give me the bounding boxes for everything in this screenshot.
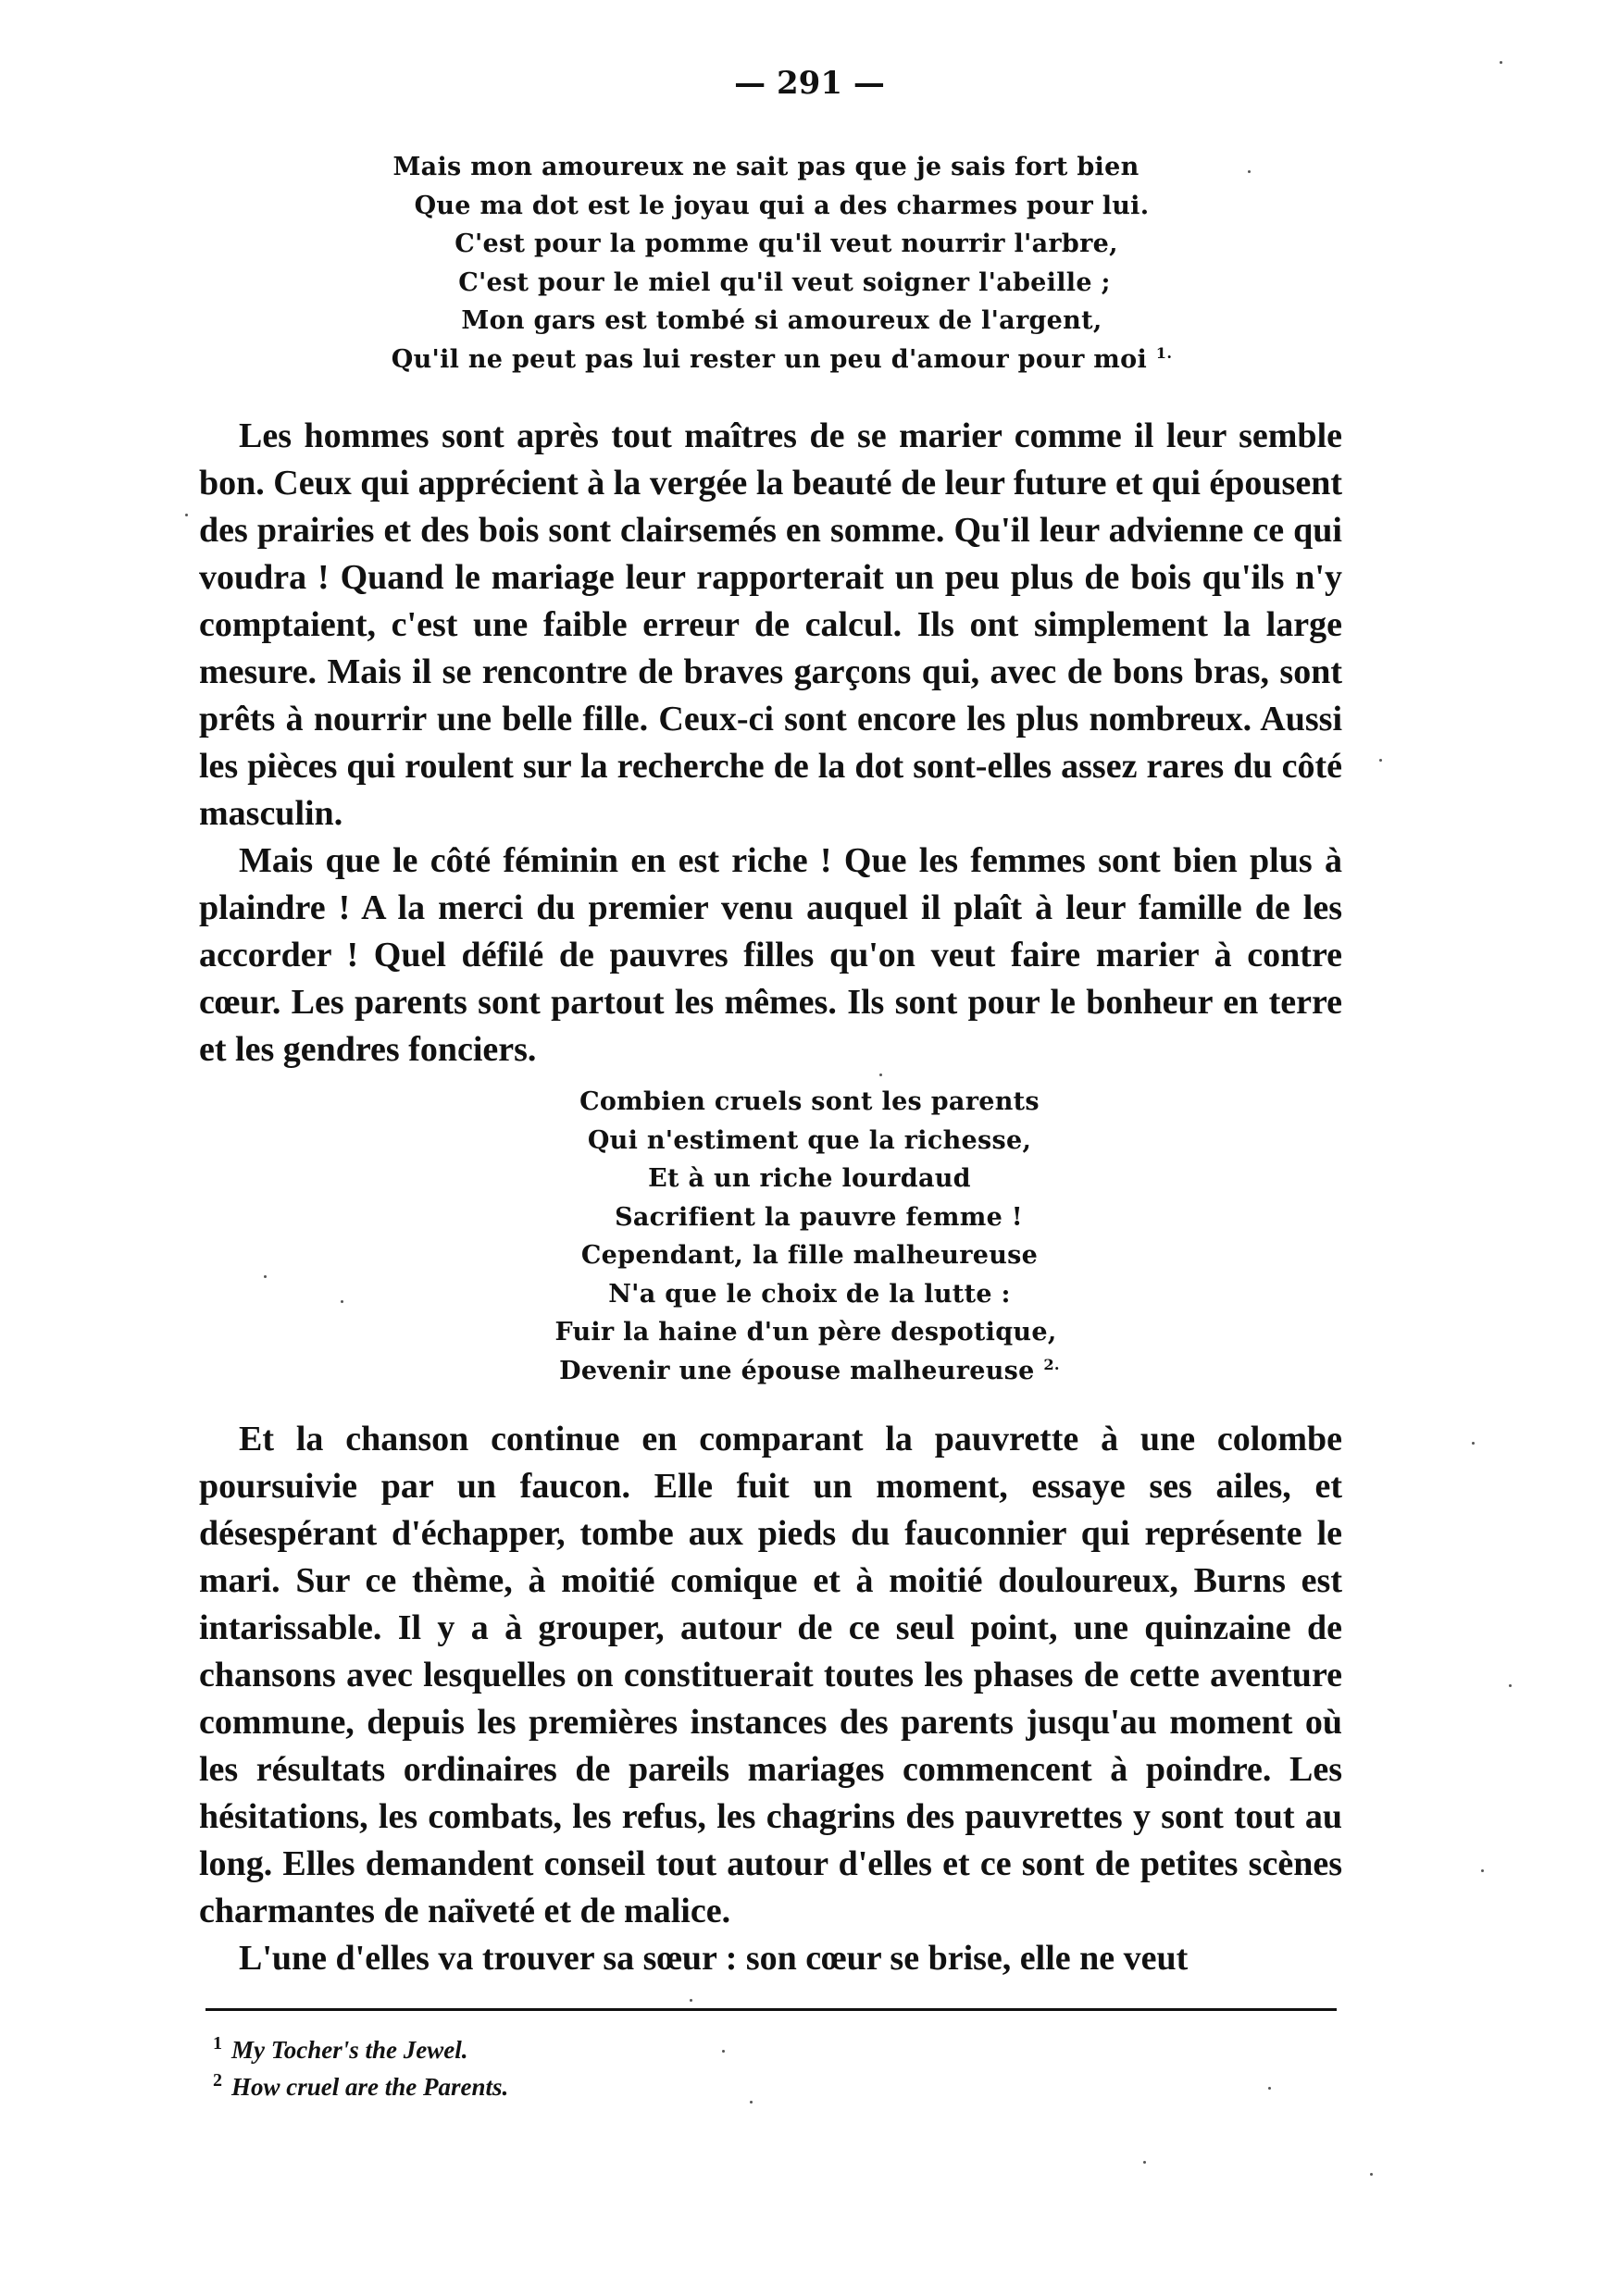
poem-line: Qui n'estiment que la richesse, bbox=[587, 1125, 1032, 1155]
poem-line: Et à un riche lourdaud bbox=[648, 1164, 971, 1193]
scan-speck bbox=[1379, 759, 1382, 762]
poem-line: N'a que le choix de la lutte : bbox=[608, 1279, 1011, 1309]
poem-stanza-1 bbox=[0, 148, 1619, 379]
poem-line-with-note bbox=[0, 341, 1591, 379]
poem-line-text: Devenir une épouse malheureuse bbox=[559, 1356, 1035, 1385]
footnote-mark: 2 bbox=[213, 2070, 222, 2091]
scan-speck bbox=[264, 1275, 267, 1278]
paragraph: Mais que le côté féminin en est riche ! Que les femmes sont bien plus à plaindre ! A la merci du premier venu auquel il plaît à leur famille de les accorder ! Quel défilé de pauvres filles qu'on veut faire marier à contre cœur. Les parents sont partout les mêmes. Ils sont pour le bonheur en terre et les gendres fonciers. bbox=[199, 841, 1342, 1069]
scan-speck bbox=[722, 2050, 725, 2053]
poem-line: C'est pour le miel qu'il veut soigner l'abeille ; bbox=[458, 267, 1111, 297]
poem-line-with-note bbox=[0, 1352, 1619, 1391]
poem-line: Que ma dot est le joyau qui a des charmes pour lui. bbox=[414, 191, 1150, 220]
footnote-text: How cruel are the Parents. bbox=[231, 2073, 509, 2101]
footnotes bbox=[213, 2031, 508, 2105]
poem-line-text: Qu'il ne peut pas lui rester un peu d'amour pour moi bbox=[391, 344, 1148, 374]
poem-line: Cependant, la fille malheureuse bbox=[580, 1241, 1039, 1270]
poem-stanza-2 bbox=[0, 1083, 1619, 1390]
footnote-text: My Tocher's the Jewel. bbox=[231, 2036, 468, 2064]
paragraph: Et la chanson continue en comparant la pauvrette à une colombe poursuivie par un faucon. Elle fuit un moment, essaye ses ailes, et désespérant d'échapper, tombe aux pieds du fauconnier qui représente le mari. Sur ce thème, à moitié comique et à moitié douloureux, Burns est intarissable. Il y a à grouper, autour de ce seul point, une quinzaine de chansons avec lesquelles on constituerait toutes les phases de cette aventure commune, depuis les premières instances des parents jusqu'au moment où les résultats ordinaires de pareils mariages commencent à poindre. Les hésitations, les combats, les refus, les chagrins des pauvrettes y sont tout au long. Elles demandent conseil tout autour d'elles et ce sont de petites scènes charmantes de naïveté et de malice. bbox=[199, 1420, 1342, 1930]
prose-block-1 bbox=[199, 413, 1342, 1074]
scan-speck bbox=[341, 1300, 343, 1303]
scan-speck bbox=[1472, 1442, 1475, 1445]
footnote-reference-1: 1. bbox=[1155, 343, 1173, 362]
footnote bbox=[213, 2031, 508, 2068]
scan-speck bbox=[1268, 2087, 1271, 2090]
paragraph: Les hommes sont après tout maîtres de se marier comme il leur semble bon. Ceux qui apprécient à la vergée la beauté de leur future et qui épousent des prairies et des bois sont clairsemés en somme. Qu'il leur advienne ce qui voudra ! Quand le mariage leur rapporterait un peu plus de bois qu'ils n'y comptaient, c'est une faible erreur de calcul. Ils ont simplement la large mesure. Mais il se rencontre de braves garçons qui, avec de bons bras, sont prêts à nourrir une belle fille. Ceux-ci sont encore les plus nombreux. Aussi les pièces qui roulent sur la recherche de la dot sont-elles assez rares du côté masculin. bbox=[199, 416, 1342, 833]
scan-speck bbox=[750, 2101, 753, 2104]
poem-line: Mon gars est tombé si amoureux de l'argent, bbox=[461, 306, 1102, 335]
scan-speck bbox=[879, 1074, 882, 1076]
poem-line: Fuir la haine d'un père despotique, bbox=[554, 1318, 1057, 1347]
scan-speck bbox=[1248, 170, 1251, 173]
scan-speck bbox=[185, 514, 188, 516]
poem-line: C'est pour la pomme qu'il veut nourrir l'arbre, bbox=[455, 230, 1118, 258]
scan-speck bbox=[1370, 2173, 1373, 2176]
poem-line: Mais mon amoureux ne sait pas que je sais fort bien bbox=[392, 153, 1140, 181]
poem-line: Combien cruels sont les parents bbox=[579, 1087, 1040, 1116]
prose-block-2 bbox=[199, 1416, 1342, 1982]
scan-speck bbox=[1481, 1869, 1484, 1872]
footnote-divider bbox=[205, 2008, 1337, 2011]
poem-line: Sacrifient la pauvre femme ! bbox=[615, 1202, 1023, 1232]
scan-speck bbox=[690, 1999, 692, 2002]
scan-speck bbox=[1509, 1684, 1512, 1687]
scan-speck bbox=[1143, 2161, 1146, 2164]
paragraph: L'une d'elles va trouver sa sœur : son cœur se brise, elle ne veut bbox=[239, 1939, 1189, 1978]
footnote-mark: 1 bbox=[213, 2033, 222, 2054]
scan-speck bbox=[1500, 61, 1502, 64]
footnote bbox=[213, 2068, 508, 2105]
page-number: — 291 — bbox=[734, 65, 885, 102]
footnote-reference-2: 2. bbox=[1043, 1355, 1060, 1373]
